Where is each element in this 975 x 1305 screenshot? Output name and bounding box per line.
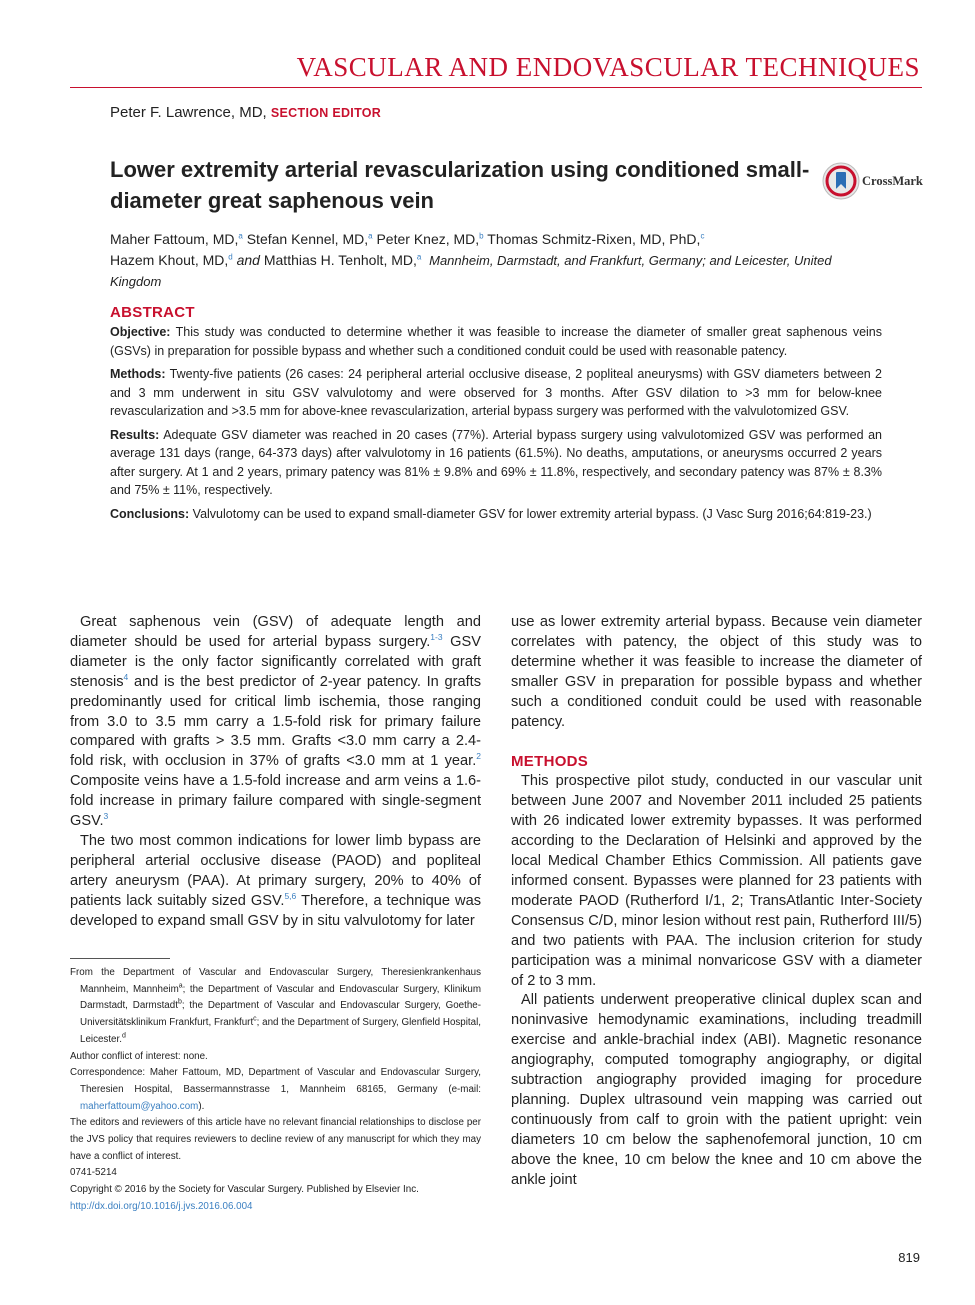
crossmark-icon	[822, 162, 860, 200]
abstract-conclusions	[110, 505, 882, 524]
methods-heading: METHODS	[511, 753, 589, 771]
text-run: Therefore, a technique was developed to expand small GSV by in situ valvulotomy for later	[70, 892, 481, 929]
text-run: ; and the Department of Surgery, Glenfield Hospital, Leicester.	[80, 1017, 481, 1045]
author-affiliation[interactable]: a	[368, 231, 373, 241]
citation-link[interactable]: 4	[123, 671, 129, 682]
body-column-right	[511, 613, 922, 1190]
intro-paragraph	[70, 832, 481, 932]
conclusions-text: Valvulotomy can be used to expand small-diameter GSV for lower extremity arterial bypass. (J Vasc Surg 2016;64:819-23.)	[192, 506, 872, 521]
text-run: The two most common indications for lower limb bypass are peripheral arterial occlusive disease (PAOD) and popliteal artery aneurysm (PAA). At primary surgery, 20% to 40% of patients lack suitably sized GSV.	[70, 832, 481, 909]
correspondence-note	[70, 1065, 481, 1115]
author-affiliation[interactable]: d	[228, 252, 233, 262]
conclusions-label: Conclusions:	[110, 506, 190, 521]
abstract	[110, 304, 882, 528]
author-list	[110, 229, 885, 292]
text-run: Correspondence: Maher Fattoum, MD, Department of Vascular and Endovascular Surgery, Theresien Hospital, Bassermannstrasse 1, Mannheim 68165, Germany (e-mail:	[70, 1067, 481, 1095]
text-run: use as lower extremity arterial bypass. Because vein diameter correlates with patency, the object of this study was to determine whether it was feasible to increase the diameter of smaller GSV in preparation for possible bypass and whether such a conditioned conduit could be used with reasonable patency.	[511, 614, 922, 730]
results-text: Adequate GSV diameter was reached in 20 cases (77%). Arterial bypass surgery using valvulotomized GSV was performed an average 131 days (range, 64-373 days) after valvulotomy in 16 patients (61.5%). No deaths, amputations, or aneurysms occurred 2 years after surgery. At 1 and 2 years, primary patency was 81% ± 9.8% and 69% ± 11.8%, respectively, and secondary patency was 87% ± 8.3% and 75% ± 11%, respectively.	[110, 427, 882, 497]
affiliation-mark: b	[177, 999, 182, 1007]
editor-name: Peter F. Lawrence, MD,	[110, 104, 267, 121]
text-run: From the Department of Vascular and Endovascular Surgery, Theresienkrankenhaus Mannheim, Mannheim	[70, 967, 481, 995]
citation-link[interactable]: 3	[103, 811, 109, 822]
crossmark-label: CrossMark	[862, 173, 923, 188]
intro-paragraph-continued	[511, 613, 922, 732]
objective-text: This study was conducted to determine whether it was feasible to increase the diameter of smaller great saphenous veins (GSVs) in preparation for possible bypass and whether such a conditioned conduit could be used with reasonable patency.	[110, 325, 882, 358]
author-name: Matthias H. Tenholt, MD,	[263, 252, 417, 268]
doi-link[interactable]: http://dx.doi.org/10.1016/j.jvs.2016.06.004	[70, 1200, 253, 1212]
text-run: ; the Department of Vascular and Endovascular Surgery, Goethe-Universitätsklinikum Frankfurt, Frankfurt	[80, 1000, 481, 1029]
author-name: Peter Knez, MD,	[376, 231, 480, 247]
results-label: Results:	[110, 427, 160, 442]
author-name: Stefan Kennel, MD,	[246, 231, 369, 247]
citation-link[interactable]: 1-3	[430, 632, 443, 643]
header-rule	[70, 87, 922, 88]
crossmark-badge[interactable]	[822, 162, 923, 200]
article-title: Lower extremity arterial revascularization using conditioned small-diameter great saphenous vein	[110, 157, 810, 213]
objective-label: Objective:	[110, 325, 171, 339]
author-affiliation[interactable]: a	[416, 252, 422, 262]
abstract-methods	[110, 365, 882, 421]
text-run: GSV diameter is the only factor significantly correlated with graft stenosis	[70, 633, 482, 690]
intro-paragraph	[70, 613, 481, 832]
methods-paragraph: This prospective pilot study, conducted in our vascular unit between June 2007 and November 2011 included 25 patients with 26 indicated lower extremity bypasses. It was performed according to the Declaration of Helsinki and approved by the local Medical Chamber Ethics Commission. All patients gave informed consent. Bypasses were planned for 23 patients with moderate PAOD (Rutherford I/1, 2; TransAtlantic Inter-Society Consensus C/D, minor lesion without rest pain, Rutherford III/5) and two patients with PAA. The inclusion criterion for study participation was a minimal nonvaricose GSV with a diameter of 2 to 3 mm.	[511, 773, 922, 989]
author-locations: Mannheim, Darmstadt, and Frankfurt, Germany; and Leicester, United Kingdom	[110, 253, 832, 289]
text-run: Great saphenous vein (GSV) of adequate length and diameter should be used for arterial bypass surgery.	[70, 614, 481, 650]
abstract-results	[110, 426, 882, 500]
copyright: Copyright © 2016 by the Society for Vascular Surgery. Published by Elsevier Inc.	[70, 1184, 419, 1196]
footnote-rule	[70, 958, 170, 959]
text-run: ; the Department of Vascular and Endovascular Surgery, Klinikum Darmstadt, Darmstadt	[80, 983, 481, 1012]
affiliation-mark: c	[253, 1015, 257, 1023]
editor-role: SECTION EDITOR	[270, 106, 382, 120]
issn: 0741-5214	[70, 1167, 117, 1179]
email-link[interactable]: maherfattoum@yahoo.com	[80, 1100, 199, 1112]
text-run: Composite veins have a 1.5-fold increase and arm veins a 1.6-fold increase in primary failure compared with single-segment GSV.	[70, 773, 481, 830]
methods-text: Twenty-five patients (26 cases: 24 peripheral arterial occlusive disease, 2 popliteal aneurysms) with GSV diameters between 2 and 3 mm underwent in situ GSV valvulotomy and were observed for 3 months. After GSV dilation to >3 mm for below-knee revascularization and >3.5 mm for above-knee revascularization, arterial bypass surgery was performed with the valvulotomized GSV.	[110, 367, 882, 418]
text-run: ).	[198, 1100, 205, 1112]
author-name: Hazem Khout, MD,	[110, 252, 229, 268]
journal-section-title: VASCULAR AND ENDOVASCULAR TECHNIQUES	[296, 52, 920, 82]
abstract-heading: ABSTRACT	[110, 304, 195, 321]
page-number: 819	[898, 1250, 920, 1265]
affiliations-note	[70, 965, 481, 1049]
affiliation-mark: a	[178, 982, 183, 990]
methods-label: Methods:	[110, 367, 166, 381]
citation-link[interactable]: 2	[476, 751, 481, 762]
footnotes	[70, 965, 481, 1216]
text-run: and is the best predictor of 2-year patency. In grafts predominantly used for critical limb ischemia, those ranging from 3.0 to 3.5 mm carry a 1.5-fold risk for primary failure compared with grafts > 3.5 mm. Grafts <3.0 mm carry a 2.4-fold risk, with occlusion in 37% of grafts <3.0 mm at 1 year.	[70, 673, 481, 770]
abstract-objective	[110, 323, 882, 360]
author-affiliation[interactable]: c	[700, 231, 705, 241]
author-name: Thomas Schmitz-Rixen, MD, PhD,	[487, 231, 701, 247]
conflict-note: Author conflict of interest: none.	[70, 1050, 208, 1062]
editors-note: The editors and reviewers of this article have no relevant financial relationships to disclose per the JVS policy that requires reviewers to decline review of any manuscript for which they may have a conflict of interest.	[70, 1117, 481, 1162]
authors-conjunction: and	[236, 252, 260, 268]
methods-paragraph: All patients underwent preoperative clinical duplex scan and noninvasive hemodynamic examinations, including treadmill exercise and ankle-brachial index (ABI). Magnetic resonance angiography, computed tomography angiography, or digital subtraction angiography provided imaging for procedure planning. Duplex ultrasound vein mapping was carried out continuously from calf to groin with the patient upright: vein diameters 10 cm below the saphenofemoral junction, 10 cm above the knee, 10 cm below the knee and 10 cm above the ankle joint	[511, 992, 922, 1188]
section-editor	[110, 104, 381, 121]
author-affiliation[interactable]: a	[238, 231, 243, 241]
author-name: Maher Fattoum, MD,	[110, 231, 239, 247]
author-affiliation[interactable]: b	[479, 231, 484, 241]
affiliation-mark: d	[121, 1032, 126, 1040]
body-column-left	[70, 613, 481, 932]
citation-link[interactable]: 5,6	[284, 890, 297, 901]
